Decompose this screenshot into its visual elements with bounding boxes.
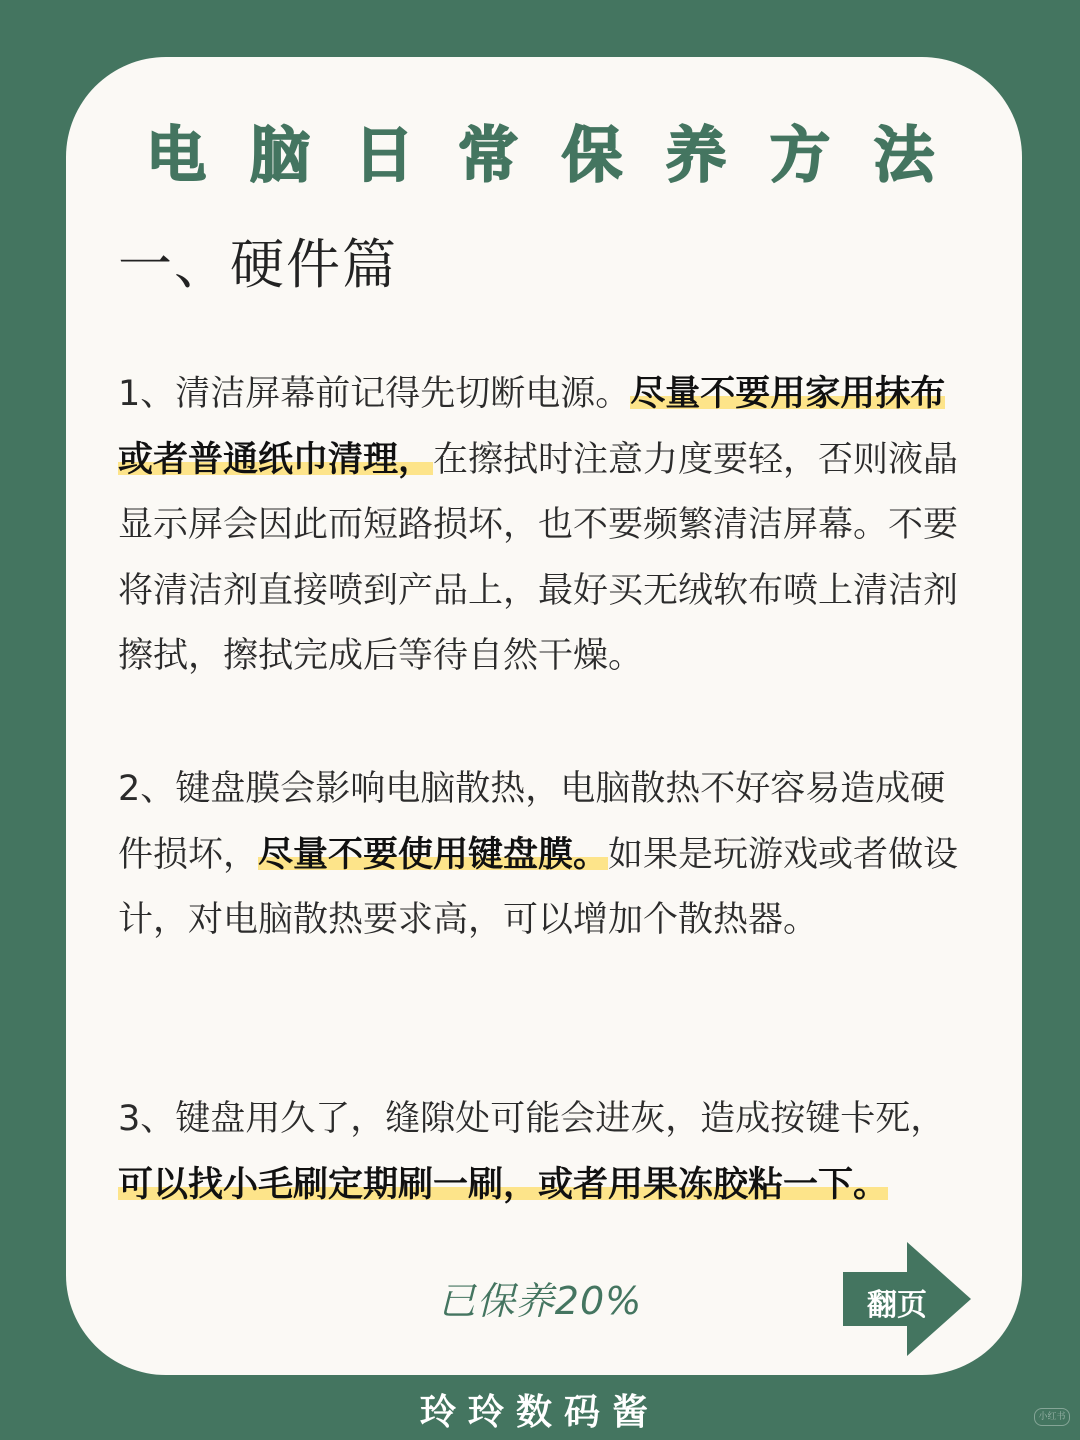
author-footer: 玲玲数码酱 (419, 1392, 660, 1433)
title-char: 脑 (250, 121, 310, 191)
paragraph-text: 在擦拭时注意力度要轻，否则液晶显示屏会因此而短路损坏，也不要频繁清洁屏幕。不要将清洁剂直接喷到产品上，最好买无绒软布喷上清洁剂擦拭，擦拭完成后等待自然干燥。 (118, 439, 959, 676)
title-char: 法 (874, 121, 934, 191)
title-char: 方 (770, 121, 830, 191)
paragraph-3 (118, 1087, 978, 1218)
watermark-logo: 小红书 (1034, 1408, 1070, 1426)
paragraph-text: 3、键盘用久了，缝隙处可能会进灰，造成按键卡死， (118, 1099, 946, 1139)
title-char: 电 (146, 121, 206, 191)
next-page-label: 翻页 (867, 1288, 927, 1323)
title-char: 常 (458, 121, 518, 191)
page-title (0, 108, 1080, 194)
next-page-button[interactable] (843, 1242, 971, 1356)
title-char: 养 (666, 121, 726, 191)
highlight-text: 可以找小毛刷定期刷一刷，或者用果冻胶粘一下。 (118, 1164, 889, 1205)
highlight-text: 尽量不要用家用抹布或者普通纸巾清理， (118, 374, 946, 480)
title-char: 日 (354, 121, 414, 191)
paragraph-text: 如果是玩游戏或者做设计，对电脑散热要求高，可以增加个散热器。 (118, 834, 959, 940)
paragraph-text: 2、键盘膜会影响电脑散热，电脑散热不好容易造成硬件损坏， (118, 769, 946, 875)
paragraph-text: 1、清洁屏幕前记得先切断电源。 (118, 374, 631, 414)
section-heading: 一、硬件篇 (118, 233, 398, 296)
progress-text: 已保养20% (437, 1279, 643, 1323)
title-char: 保 (562, 121, 622, 191)
paragraph-2 (118, 757, 978, 954)
highlight-text: 尽量不要使用键盘膜。 (258, 834, 609, 875)
paragraph-1 (118, 362, 978, 690)
